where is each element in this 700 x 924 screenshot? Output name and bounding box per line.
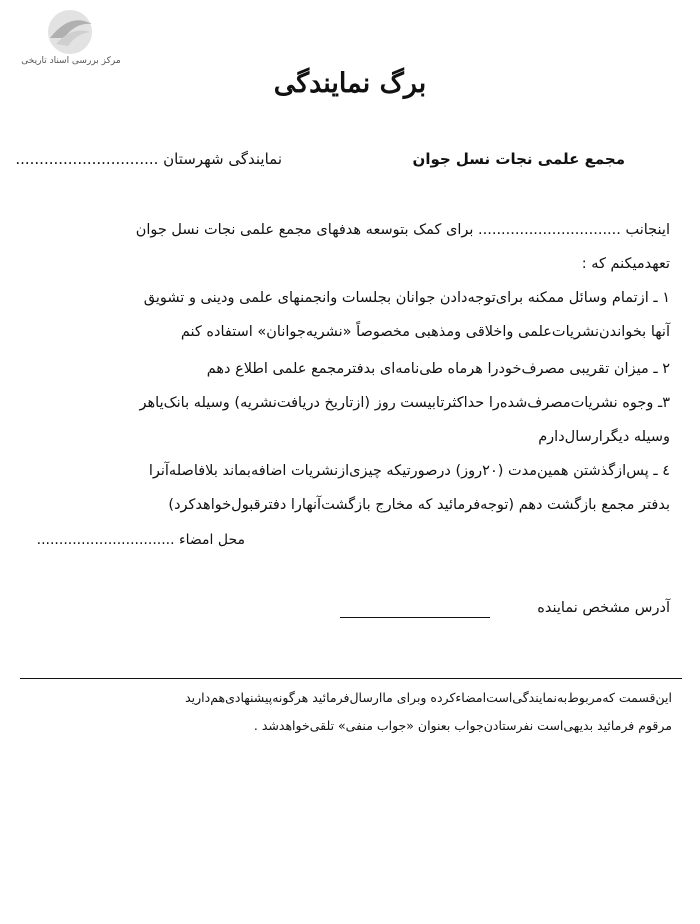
clause-2: ۲ ـ میزان تقریبی مصرف‌خودرا هرماه طی‌نامه‌ای بدفترمجمع علمی اطلاع دهم (206, 361, 670, 377)
address-line (340, 617, 490, 618)
archive-logo (6, 8, 136, 70)
archive-emblem-icon (40, 8, 100, 56)
clause-1a: ۱ ـ ازتمام وسائل ممکنه برای‌توجه‌دادن جوانان بجلسات وانجمنهای علمی ودینی و تشویق (143, 290, 670, 306)
footer-note-2: مرقوم فرمائید بدیهی‌است نفرستادن‌جواب بعنوان «جواب منفی» تلقی‌خواهدشد . (253, 718, 672, 733)
clause-3b: وسیله دیگرارسال‌دارم (538, 429, 670, 445)
clause-4a: ٤ ـ پس‌ازگذشتن همین‌مدت (۲۰روز) درصورتیکه چیزی‌ازنشریات اضافه‌بماند بلافاصله‌آنرا (148, 463, 670, 479)
page-title: برگ نمایندگی (273, 68, 427, 99)
org-name: مجمع علمی نجات نسل جوان (412, 150, 625, 168)
pledge-intro: اینجانب ............................... برای کمک بتوسعه هدفهای مجمع علمی نجات نسل جوان (135, 222, 670, 238)
signature-field: محل امضاء ............................... (36, 532, 245, 548)
cut-divider (20, 678, 682, 679)
clause-4b: بدفتر مجمع بازگشت دهم (توجه‌فرمائید که مخارج بازگشت‌آنهارا دفترقبول‌خواهدکرد) (168, 497, 670, 513)
clause-1b: آنها بخواندن‌نشریات‌علمی واخلاقی ومذهبی مخصوصاً «نشریه‌جوانان» استفاده کنم (180, 324, 670, 340)
pledge-heading: تعهدمیکنم که : (581, 256, 670, 272)
city-field: نمایندگی شهرستان .............................. (15, 150, 282, 168)
footer-note-1: این‌قسمت که‌مربوط‌به‌نمایندگی‌است‌امضاءکرده وبرای ما‌ارسال‌فرمائید هرگونه‌پیشنهادی‌هم‌دارید (185, 690, 672, 705)
address-label: آدرس مشخص نماینده (537, 600, 670, 616)
clause-3a: ۳ـ وجوه نشریات‌مصرف‌شده‌را حداکثر‌تابیست روز (ازتاریخ دریافت‌نشریه) وسیله بانک‌یاهر (139, 395, 670, 411)
archive-caption: مرکز بررسی اسناد تاریخی (21, 56, 121, 66)
